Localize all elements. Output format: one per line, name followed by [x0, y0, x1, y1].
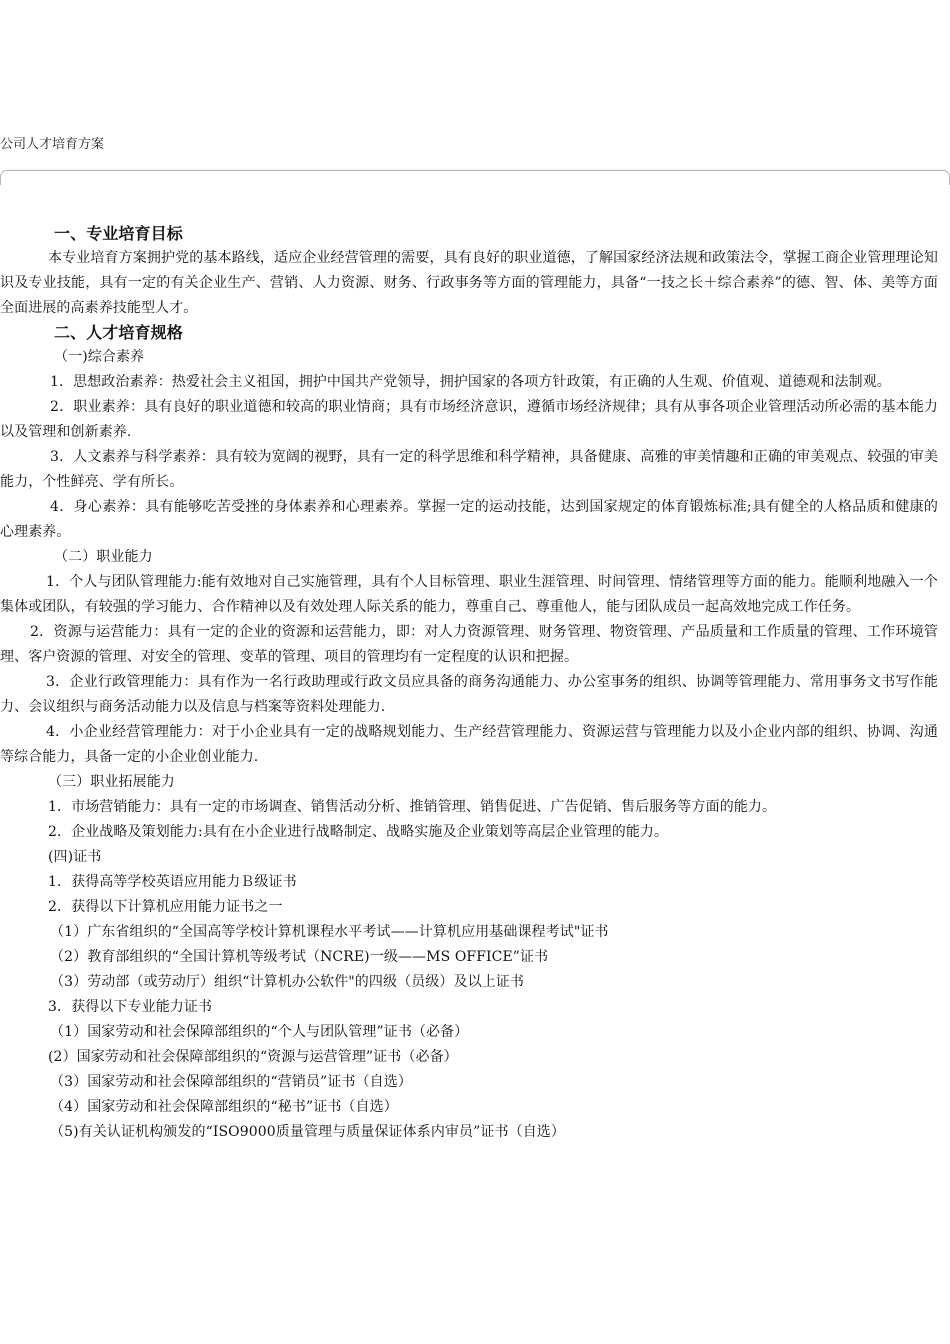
cert-computer-3: （3）劳动部（或劳动厅）组织“计算机办公软件"的四级（员级）及以上证书 — [50, 974, 525, 990]
cert-computer: 2．获得以下计算机应用能力证书之一 — [48, 899, 283, 915]
subheading-general-quality: （一)综合素养 — [54, 349, 145, 365]
paragraph-small-business: 4．小企业经营管理能力：对于小企业具有一定的战略规划能力、生产经营管理能力、资源运营与管理能力以及小企业内部的组织、协调、沟通等综合能力，具备一定的小企业创业能力. — [0, 724, 938, 765]
document-title: 公司人才培育方案 — [0, 137, 105, 152]
cert-english: 1．获得高等学校英语应用能力Ｂ级证书 — [48, 874, 297, 890]
paragraph-humanities-quality: 3．人文素养与科学素养：具有较为宽阔的视野，具有一定的科学思维和科学精神，具备健康、高雅的审美情趣和正确的审美观点、较强的审美能力，个性鲜亮、学有所长。 — [0, 449, 938, 490]
paragraph-marketing: 1．市场营销能力：具有一定的市场调查、销售活动分析、推销管理、销售促进、广告促销、售后服务等方面的能力。 — [48, 799, 777, 815]
document-body — [0, 222, 938, 1145]
paragraph-team-management: 1．个人与团队管理能力:能有效地对自己实施管理，具有个人目标管理、职业生涯管理、时间管理、情绪管理等方面的能力。能顺利地融入一个集体或团队，有较强的学习能力、合作精神以及有效处理人际关系的能力，尊重自己、尊重他人，能与团队成员一起高效地完成工作任务。 — [0, 574, 938, 615]
cert-professional: 3．获得以下专业能力证书 — [48, 999, 213, 1015]
paragraph-resource-operation: 2．资源与运营能力：具有一定的企业的资源和运营能力，即：对人力资源管理、财务管理、物资管理、产品质量和工作质量的管理、工作环境管理、客户资源的管理、对安全的管理、变革的管理、项目的管理均有一定程度的认识和把握。 — [0, 624, 938, 665]
cert-professional-1: （1）国家劳动和社会保障部组织的“个人与团队管理”证书（必备） — [50, 1024, 469, 1040]
paragraph-admin-management: 3．企业行政管理能力：具有作为一名行政助理或行政文员应具备的商务沟通能力、办公室事务的组织、协调等管理能力、常用事务文书写作能力、会议组织与商务活动能力以及信息与档案等资料处理能力. — [0, 674, 938, 715]
cert-professional-5: （5)有关认证机构颁发的“ISO9000质量管理与质量保证体系内审员”证书（自选） — [50, 1124, 566, 1140]
paragraph-goal: 本专业培育方案拥护党的基本路线，适应企业经营管理的需要，具有良好的职业道德，了解国家经济法规和政策法令，掌握工商企业管理理论知识及专业技能，具有一定的有关企业生产、营销、人力资源、财务、行政事务等方面的管理能力，具备“一技之长＋综合素养”的德、智、体、美等方面全面进展的高素养技能型人才。 — [0, 250, 938, 316]
cert-professional-4: （4）国家劳动和社会保障部组织的“秘书”证书（自选） — [50, 1099, 398, 1115]
cert-professional-2: (2）国家劳动和社会保障部组织的“资源与运营管理”证书（必备） — [48, 1049, 458, 1065]
paragraph-political-quality: 1．思想政治素养：热爱社会主义祖国，拥护中国共产党领导，拥护国家的各项方针政策，有正确的人生观、价值观、道德观和法制观。 — [50, 374, 891, 390]
subheading-certificates: (四)证书 — [48, 849, 102, 865]
content-frame — [0, 170, 950, 185]
heading-training-goal: 一、专业培育目标 — [54, 224, 183, 243]
paragraph-strategy: 2．企业战略及策划能力:具有在小企业进行战略制定、战略实施及企业策划等高层企业管理的能力。 — [48, 824, 669, 840]
cert-computer-1: （1）广东省组织的“全国高等学校计算机课程水平考试——计算机应用基础课程考试"证书 — [50, 924, 609, 940]
subheading-career-ability: （二）职业能力 — [54, 549, 153, 565]
cert-professional-3: （3）国家劳动和社会保障部组织的“营销员”证书（自选） — [50, 1074, 412, 1090]
paragraph-professional-quality: 2．职业素养：具有良好的职业道德和较高的职业情商；具有市场经济意识，遵循市场经济规律；具有从事各项企业管理活动所必需的基本能力以及管理和创新素养. — [0, 399, 938, 440]
heading-talent-spec: 二、人才培育规格 — [54, 323, 183, 342]
subheading-extended-ability: （三）职业拓展能力 — [48, 774, 175, 790]
paragraph-mental-quality: 4．身心素养：具有能够吃苦受挫的身体素养和心理素养。掌握一定的运动技能，达到国家规定的体育锻炼标准;具有健全的人格品质和健康的心理素养。 — [0, 499, 938, 540]
cert-computer-2: （2）教育部组织的“全国计算机等级考试（NCRE)一级——MS OFFICE”证书 — [50, 949, 549, 965]
